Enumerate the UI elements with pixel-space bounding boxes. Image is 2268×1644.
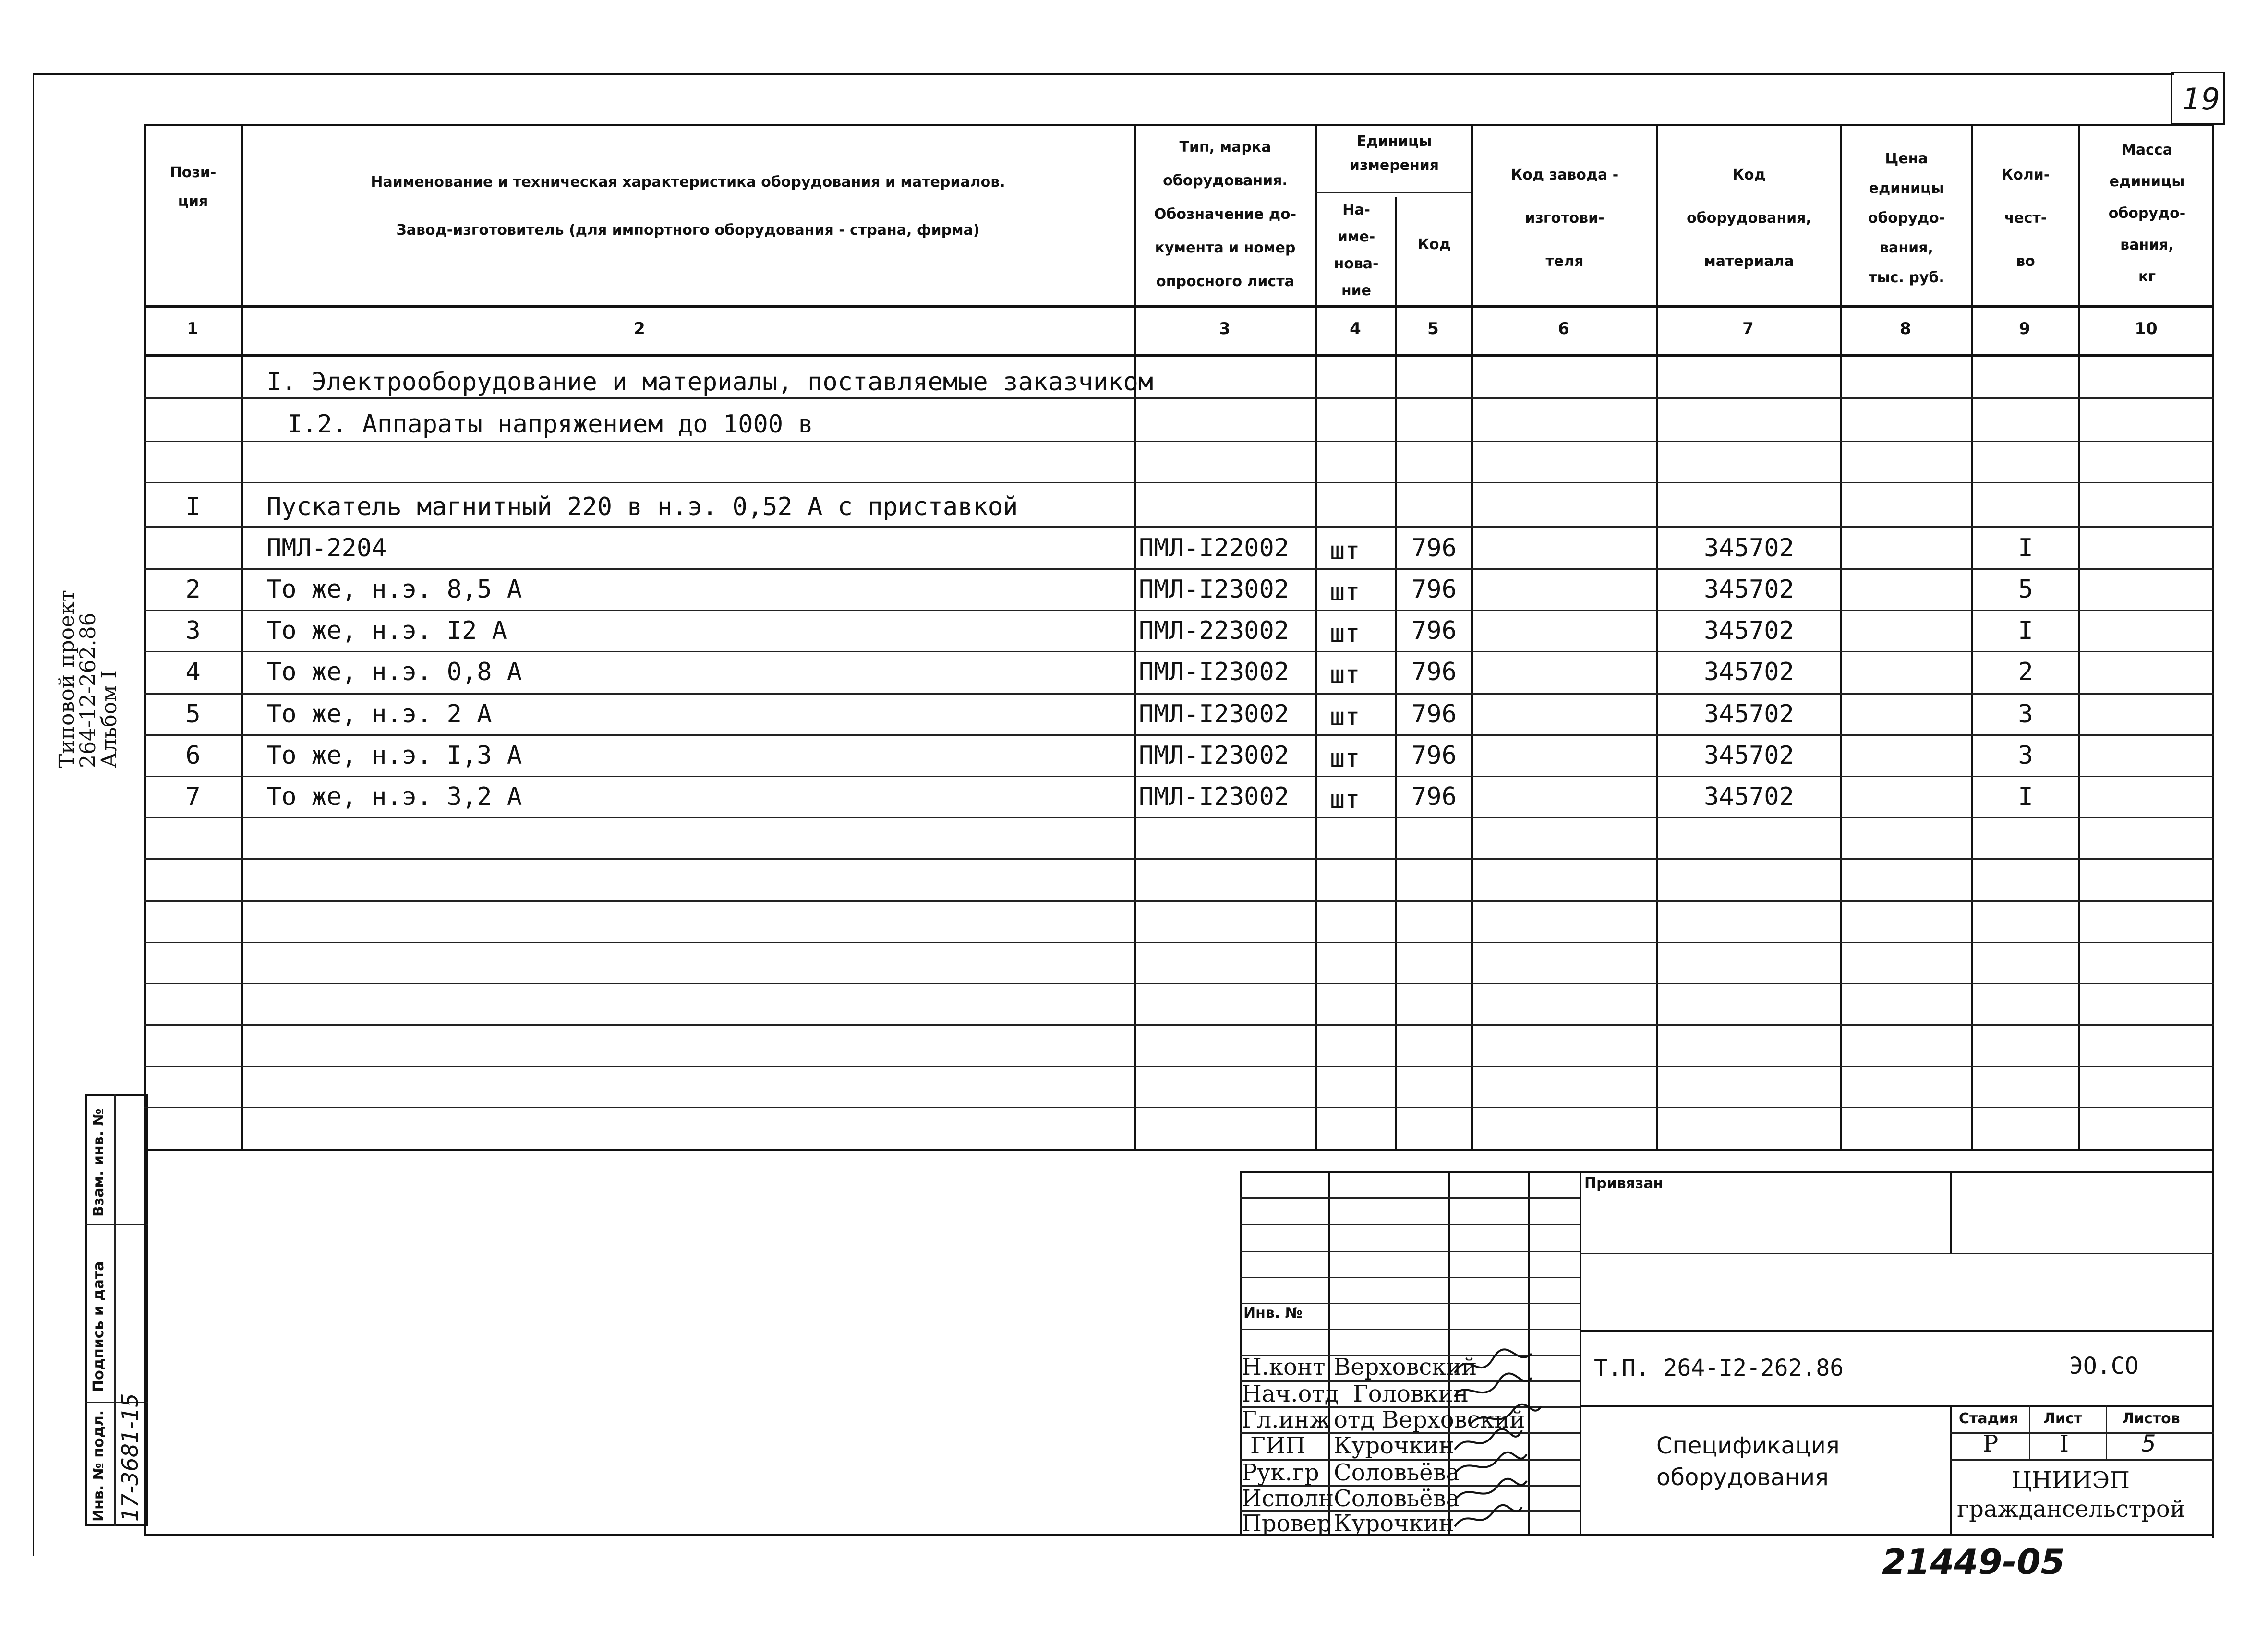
outer-left-line — [33, 73, 34, 1556]
row-type: ПМЛ-I22002 — [1139, 534, 1290, 563]
row-qty: I — [2018, 782, 2033, 811]
signature-4 — [1455, 1429, 1522, 1450]
hdr-col8: Цена единицы оборудо- вания, тыс. руб. — [1868, 150, 1945, 286]
page-number: 19 — [2182, 82, 2220, 117]
row-name: То же, н.э. 0,8 А — [266, 658, 522, 686]
col-number-6: 6 — [1558, 319, 1569, 338]
row-line — [144, 610, 2214, 611]
tb-row-line — [1240, 1277, 1580, 1278]
signature-6 — [1455, 1479, 1527, 1500]
tb-stage: Р — [1983, 1430, 1999, 1457]
row-unit: шт — [1330, 744, 1360, 773]
tb-row-line — [1240, 1251, 1580, 1252]
row-unit: шт — [1330, 785, 1360, 814]
row-code: 796 — [1411, 782, 1457, 811]
tb-name: Головкин — [1353, 1380, 1469, 1407]
tb-role: Н.конт — [1242, 1354, 1326, 1380]
col-number-3: 3 — [1219, 319, 1231, 338]
side-label-line2: 264-12-262.86 — [76, 612, 100, 768]
side-stamp-line-1 — [85, 1224, 148, 1225]
row-code: 796 — [1411, 616, 1457, 645]
tb-row-line — [1240, 1329, 1580, 1330]
row-code: 796 — [1411, 575, 1457, 604]
signature-marks — [1450, 1339, 1546, 1536]
row-mat: 345702 — [1704, 575, 1794, 604]
side-vzam-label: Взам. инв. № — [90, 1108, 107, 1217]
tb-doc-mark: ЭО.СО — [2069, 1353, 2139, 1380]
tb-role: Исполн — [1242, 1485, 1334, 1512]
row-qty: I — [2018, 616, 2033, 645]
numbers-bottom-line — [144, 354, 2214, 357]
side-inv-value: 17-3681-15 — [117, 1393, 143, 1522]
signature-5 — [1455, 1452, 1527, 1474]
row-line — [144, 693, 2214, 695]
hdr-col7: Код оборудования, материала — [1687, 167, 1811, 270]
row-type: ПМЛ-223002 — [1139, 616, 1290, 645]
hdr-col5: Код — [1417, 236, 1451, 253]
hdr-units-group: Единицы измерения — [1349, 133, 1439, 174]
row-line — [144, 983, 2214, 984]
row-code: 796 — [1411, 741, 1457, 770]
row-type: ПМЛ-I23002 — [1139, 658, 1290, 686]
hdr-col3: Тип, марка оборудования. Обозначение до- кумента и номер опросного листа — [1154, 139, 1297, 290]
tb-row-line — [1240, 1197, 1580, 1199]
tb-title-line1: Спецификация — [1656, 1432, 1840, 1459]
col-number-7: 7 — [1742, 319, 1754, 338]
row-line — [144, 397, 2214, 399]
row-name: То же, н.э. 8,5 А — [266, 575, 522, 604]
tb-col-e — [1950, 1171, 1952, 1253]
item1-name-line1: Пускатель магнитный 220 в н.э. 0,52 А с приставкой — [266, 492, 1018, 521]
row-code: 796 — [1411, 700, 1457, 729]
outer-top-line — [33, 73, 2174, 75]
tb-role: Рук.гр — [1242, 1459, 1319, 1486]
tb-top-line — [1240, 1171, 2214, 1173]
row-pos: 7 — [185, 782, 201, 811]
col-number-2: 2 — [634, 319, 645, 338]
row-type: ПМЛ-I23002 — [1139, 782, 1290, 811]
units-group-line — [1315, 192, 1471, 193]
row-name: То же, н.э. I2 А — [266, 616, 507, 645]
tb-row-line — [1240, 1224, 1580, 1225]
tb-role: ГИП — [1250, 1432, 1306, 1459]
tb-doc-code: Т.П. 264-I2-262.86 — [1594, 1355, 1844, 1381]
hdr-col1: Пози- ция — [169, 164, 217, 210]
tb-sheet: I — [2060, 1430, 2069, 1457]
side-inv-label: Инв. № подл. — [90, 1410, 107, 1522]
row-code: 796 — [1411, 658, 1457, 686]
row-unit: шт — [1330, 619, 1360, 648]
row-line — [144, 1066, 2214, 1067]
row-unit: шт — [1330, 660, 1360, 689]
bottom-number: 21449-05 — [1882, 1542, 2065, 1582]
header-bottom-line — [144, 305, 2214, 308]
tb-stage-div2 — [2106, 1405, 2107, 1459]
row-line — [144, 568, 2214, 570]
tb-name: отд Верховский — [1334, 1406, 1525, 1433]
side-label — [57, 590, 120, 768]
tb-org-line2: граждансельстрой — [1957, 1496, 2185, 1523]
col-number-5: 5 — [1427, 319, 1439, 338]
row-type: ПМЛ-I23002 — [1139, 700, 1290, 729]
lower-left-line — [144, 1149, 146, 1536]
tb-name: Соловьёва — [1334, 1485, 1460, 1512]
col-number-1: 1 — [187, 319, 198, 338]
row-mat: 345702 — [1704, 782, 1794, 811]
row-line — [144, 734, 2214, 736]
row-line — [144, 441, 2214, 442]
signature-2 — [1455, 1373, 1532, 1397]
tb-role: Провер — [1242, 1510, 1332, 1537]
tb-code-bottom — [1580, 1405, 2214, 1407]
row-line — [144, 817, 2214, 818]
col-number-9: 9 — [2019, 319, 2030, 338]
tb-col-d — [1580, 1171, 1581, 1536]
tb-privyazan: Привязан — [1584, 1175, 1664, 1192]
tb-name: Соловьёва — [1334, 1459, 1460, 1486]
hdr-col2: Наименование и техническая характеристика оборудования и материалов. Завод-изготовитель (для импортного оборудования - страна, фирма) — [371, 174, 1005, 239]
row-pos: 4 — [185, 658, 201, 686]
tb-name: Курочкин — [1334, 1432, 1454, 1459]
tb-privyazan-line — [1580, 1253, 2214, 1254]
row-code: 796 — [1411, 534, 1457, 563]
row-qty: I — [2018, 534, 2033, 563]
row-qty: 3 — [2018, 700, 2033, 729]
row-unit: шт — [1330, 578, 1360, 607]
col-line-4 — [1395, 197, 1397, 1151]
row-type: ПМЛ-I23002 — [1139, 741, 1290, 770]
side-label-line3: Альбом I — [97, 670, 121, 768]
row-name: То же, н.э. 2 А — [266, 700, 492, 729]
row-line — [144, 526, 2214, 528]
row-line — [144, 482, 2214, 483]
tb-sheets-label: Листов — [2122, 1410, 2180, 1427]
hdr-col9: Коли- чест- во — [2001, 167, 2050, 270]
row-pos: 3 — [185, 616, 201, 645]
tb-role: Нач.отд — [1242, 1380, 1339, 1407]
row-line — [144, 900, 2214, 902]
col-number-10: 10 — [2135, 319, 2158, 338]
tb-stage-left — [1950, 1405, 1952, 1536]
row-qty: 5 — [2018, 575, 2033, 604]
lower-bottom-line — [144, 1534, 2214, 1536]
item1-pos: I — [185, 492, 201, 521]
tb-code-top — [1580, 1330, 2214, 1332]
section-heading-1: I. Электрооборудование и материалы, поставляемые заказчиком — [266, 368, 1154, 396]
tb-org-line1: ЦНИИЭП — [2012, 1467, 2130, 1494]
side-label-line1: Типовой проект — [55, 590, 79, 768]
hdr-col10: Масса единицы оборудо- вания, кг — [2108, 142, 2186, 285]
row-line — [144, 776, 2214, 777]
row-unit: шт — [1330, 537, 1360, 565]
col-number-8: 8 — [1900, 319, 1911, 338]
row-line — [144, 942, 2214, 943]
tb-inv-no: Инв. № — [1243, 1305, 1303, 1321]
section-heading-2: I.2. Аппараты напряжением до 1000 в — [287, 410, 813, 439]
signature-1 — [1455, 1349, 1532, 1373]
tb-name: Курочкин — [1334, 1510, 1454, 1537]
row-line — [144, 858, 2214, 860]
signature-7 — [1455, 1505, 1522, 1526]
tb-role: Гл.инж — [1242, 1406, 1331, 1433]
row-line — [144, 1024, 2214, 1026]
row-pos: 2 — [185, 575, 201, 604]
tb-stage-div1 — [2029, 1405, 2030, 1459]
row-name: То же, н.э. 3,2 А — [266, 782, 522, 811]
col-line-1 — [241, 124, 243, 1151]
side-sign-date-label: Подпись и дата — [90, 1261, 107, 1392]
row-mat: 345702 — [1704, 741, 1794, 770]
tb-sheets: 5 — [2141, 1430, 2156, 1457]
row-pos: 5 — [185, 700, 201, 729]
row-mat: 345702 — [1704, 616, 1794, 645]
row-qty: 2 — [2018, 658, 2033, 686]
row-name: ПМЛ-2204 — [266, 534, 387, 563]
side-stamp-divider — [114, 1094, 116, 1526]
row-qty: 3 — [2018, 741, 2033, 770]
tb-sheet-label: Лист — [2043, 1410, 2083, 1427]
hdr-col6: Код завода - изготови- теля — [1510, 167, 1619, 270]
hdr-col4: На- име- нова- ние — [1334, 202, 1379, 299]
signature-3 — [1469, 1404, 1541, 1426]
row-mat: 345702 — [1704, 534, 1794, 563]
tb-stage-label: Стадия — [1959, 1410, 2019, 1427]
row-mat: 345702 — [1704, 700, 1794, 729]
row-name: То же, н.э. I,3 А — [266, 741, 522, 770]
tb-title-line2: оборудования — [1656, 1464, 1829, 1491]
row-mat: 345702 — [1704, 658, 1794, 686]
lower-right-line — [2212, 1149, 2214, 1538]
row-line — [144, 651, 2214, 652]
row-type: ПМЛ-I23002 — [1139, 575, 1290, 604]
tb-stage-value-line — [1950, 1459, 2214, 1461]
row-pos: 6 — [185, 741, 201, 770]
tb-name: Верховский — [1334, 1354, 1477, 1380]
row-unit: шт — [1330, 703, 1360, 732]
tb-col-a — [1328, 1171, 1330, 1536]
row-line — [144, 1107, 2214, 1108]
col-number-4: 4 — [1350, 319, 1361, 338]
tb-row-line — [1240, 1303, 1580, 1304]
